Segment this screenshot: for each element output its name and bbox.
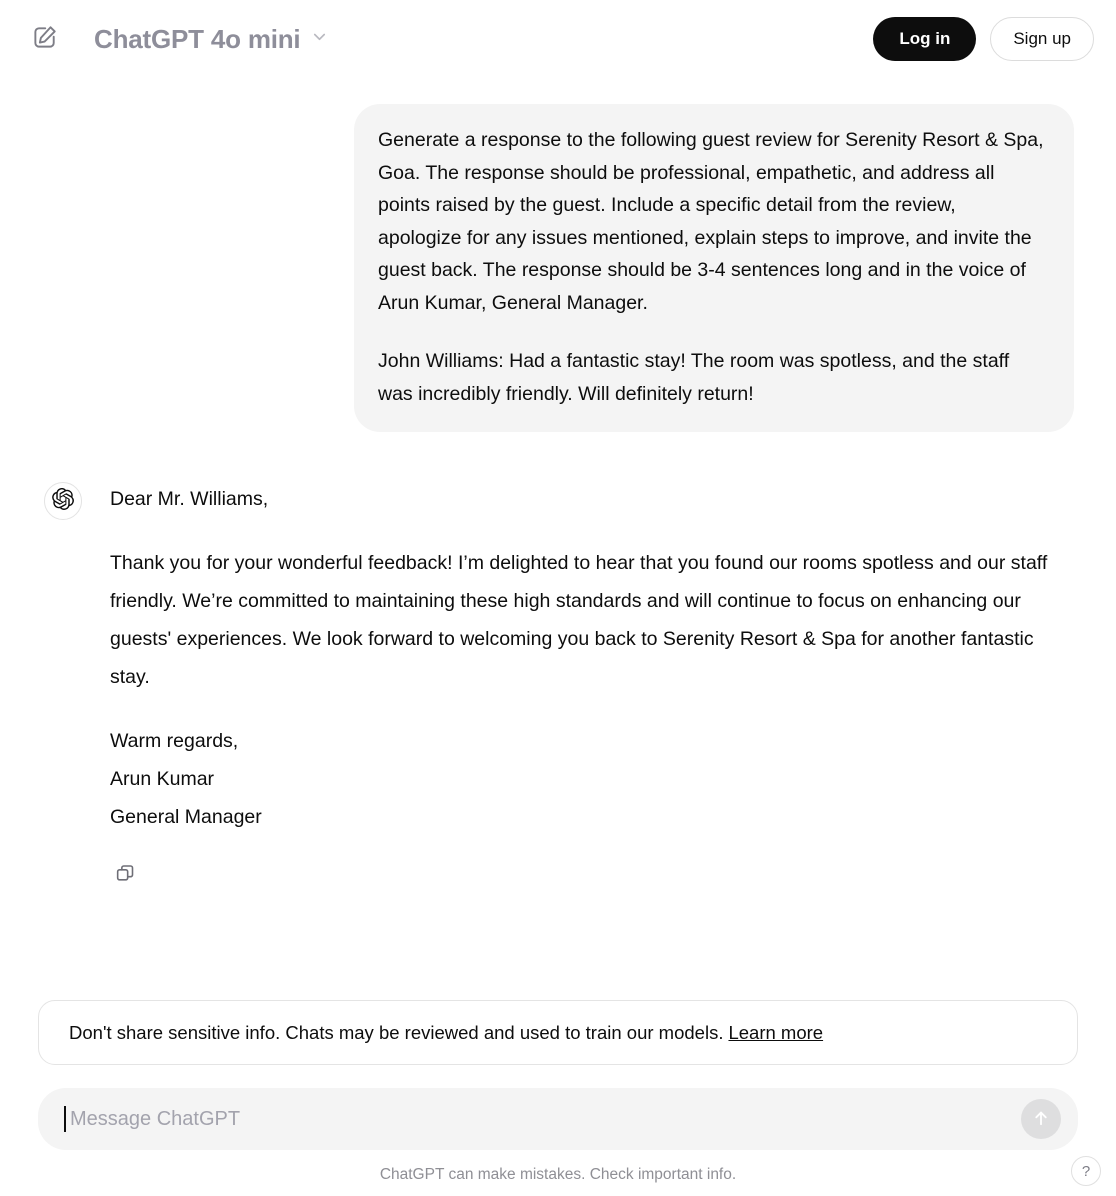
disclaimer-text: Don't share sensitive info. Chats may be reviewed and used to train our models.	[69, 1021, 724, 1043]
openai-logo-icon	[52, 488, 74, 515]
message-composer[interactable]	[38, 1088, 1078, 1150]
user-message-paragraph-1: Generate a response to the following guest review for Serenity Resort & Spa, Goa. The response should be professional, empathetic, and address all points raised by the guest. Include a specific detail from the review, apologize for any issues mentioned, explain steps to improve, and invite the guest back. The response should be 3-4 sentences long and in the voice of Arun Kumar, General Manager.	[378, 129, 1044, 314]
chevron-down-icon	[310, 27, 329, 51]
login-button[interactable]: Log in	[873, 17, 976, 61]
new-chat-button[interactable]	[24, 18, 66, 60]
send-message-button[interactable]	[1021, 1099, 1061, 1139]
signup-button[interactable]: Sign up	[990, 17, 1094, 61]
disclaimer-footnote: ChatGPT can make mistakes. Check important info.	[379, 1166, 737, 1183]
user-message-bubble	[354, 104, 1074, 432]
model-name-label: ChatGPT 4o mini	[94, 23, 301, 54]
copy-icon	[115, 858, 135, 896]
compose-pencil-icon	[32, 23, 59, 55]
assistant-message-actions	[110, 862, 1074, 892]
assistant-signature-title: General Manager	[110, 806, 262, 828]
conversation-thread	[0, 78, 1116, 978]
composer-area	[0, 1000, 1116, 1196]
assistant-signature-name: Arun Kumar	[110, 768, 215, 790]
assistant-signature	[110, 722, 1074, 836]
message-input-placeholder[interactable]: Message ChatGPT	[70, 1107, 241, 1130]
user-message-paragraph-2: John Williams: Had a fantastic stay! The room was spotless, and the staff was incredibly friendly. Will definitely return!	[378, 350, 1010, 405]
text-cursor	[64, 1106, 66, 1132]
model-selector[interactable]	[86, 20, 337, 59]
assistant-body-text: Thank you for your wonderful feedback! I’m delighted to hear that you found our rooms spotless and our staff friendly. We’re committed to maintaining these high standards and will continue to focus on enhancing our guests' experiences. We look forward to welcoming you back to Serenity Resort & Spa for another fantastic stay.	[110, 552, 1048, 688]
user-turn	[0, 78, 1116, 432]
assistant-avatar	[44, 482, 82, 520]
assistant-signoff: Warm regards,	[110, 730, 239, 752]
assistant-message-body	[110, 480, 1074, 892]
auth-buttons	[873, 17, 1094, 61]
app-header	[0, 0, 1116, 78]
assistant-turn	[0, 432, 1116, 892]
assistant-greeting: Dear Mr. Williams,	[110, 488, 269, 510]
learn-more-link[interactable]: Learn more	[728, 1021, 824, 1043]
arrow-up-icon	[1031, 1108, 1051, 1131]
privacy-disclaimer-banner	[38, 1000, 1078, 1065]
help-button[interactable]: ?	[1071, 1156, 1101, 1186]
copy-message-button[interactable]	[110, 862, 140, 892]
